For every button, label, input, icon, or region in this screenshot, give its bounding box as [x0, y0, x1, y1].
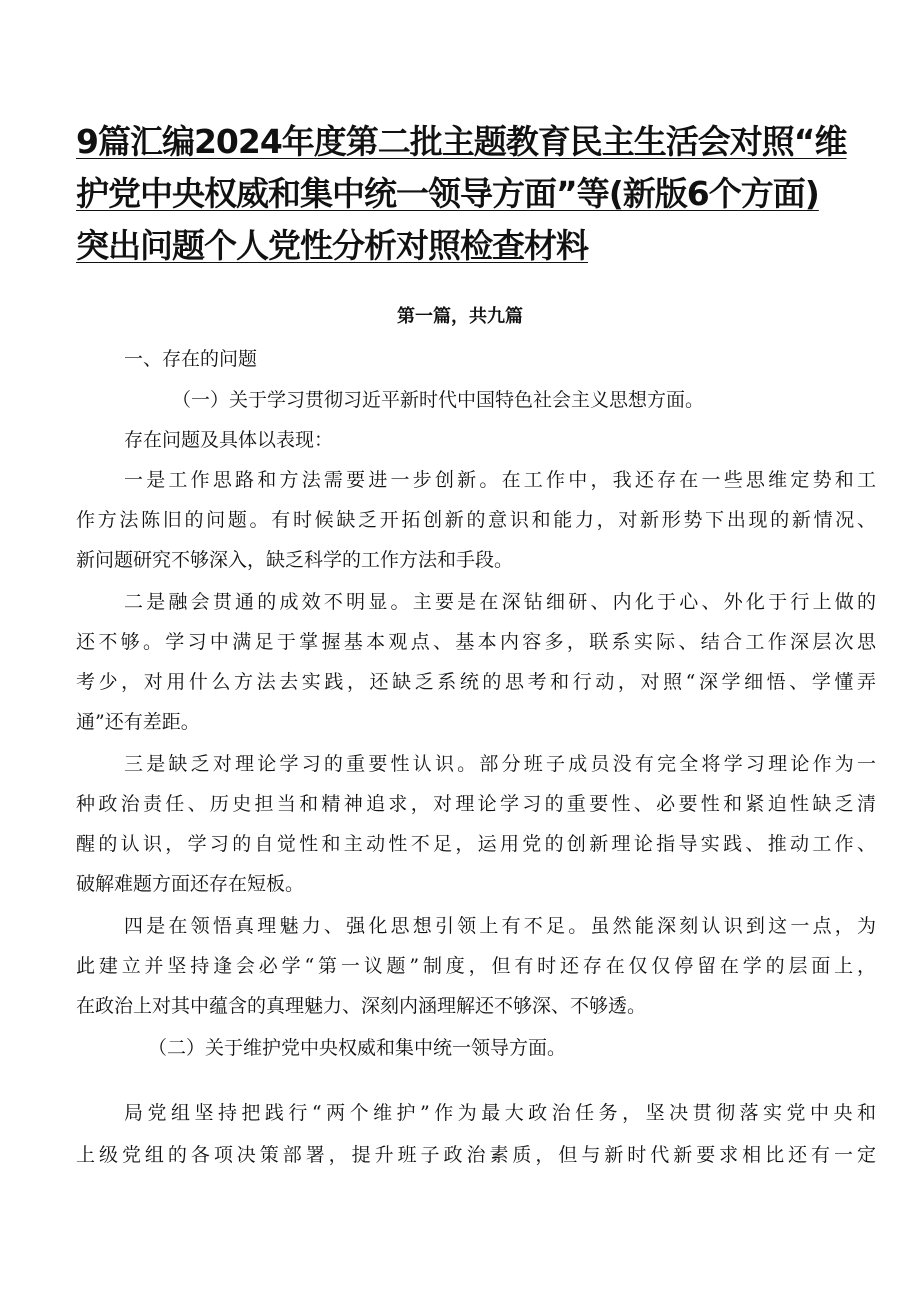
paragraph-2: [76, 582, 876, 742]
paragraph-2-line: 通”还有差距。: [76, 711, 200, 733]
paragraph-4-line: 四是在领悟真理魅力、强化思想引领上有不足。虽然能深刻认识到这一点，为: [124, 915, 876, 937]
paragraph-5: [76, 1092, 876, 1176]
paragraph-5-line: 局党组坚持把践行“两个维护”作为最大政治任务，坚决贯彻落实党中央和: [124, 1102, 876, 1124]
paragraph-3-line: 种政治责任、历史担当和精神追求，对理论学习的重要性、必要性和紧迫性缺乏清: [76, 793, 876, 815]
paragraph-1: [76, 460, 876, 580]
document-title: [76, 116, 876, 272]
paragraph-1-line: 新问题研究不够深入，缺乏科学的工作方法和手段。: [76, 549, 514, 571]
paragraph-3-line: 三是缺乏对理论学习的重要性认识。部分班子成员没有完全将学习理论作为一: [124, 753, 876, 775]
paragraph-4-line: 此建立并坚持逢会必学“第一议题”制度，但有时还存在仅仅停留在学的层面上，: [76, 955, 876, 977]
paragraph-3-line: 醒的认识，学习的自觉性和主动性不足，运用党的创新理论指导实践、推动工作、: [76, 833, 876, 855]
paragraph-2-line: 还不够。学习中满足于掌握基本观点、基本内容多，联系实际、结合工作深层次思: [76, 631, 876, 653]
problems-intro: [76, 420, 876, 460]
subsection-heading-1-text: （一）关于学习贯彻习近平新时代中国特色社会主义思想方面。: [172, 389, 705, 411]
title-line-2: 护党中央权威和集中统一领导方面”等(新版6个方面): [76, 174, 819, 213]
title-line-1: 9篇汇编2024年度第二批主题教育民主生活会对照“维: [76, 122, 847, 161]
paragraph-4: [76, 906, 876, 1026]
document-subtitle: 第一篇，共九篇: [397, 306, 523, 327]
problems-intro-text: 存在问题及具体以表现：: [124, 429, 334, 451]
subsection-heading-2-text: （二）关于维护党中央权威和集中统一领导方面。: [148, 1037, 567, 1059]
paragraph-5-line: 上级党组的各项决策部署，提升班子政治素质，但与新时代新要求相比还有一定: [76, 1144, 876, 1166]
title-line-3: 突出问题个人党性分析对照检查材料: [76, 226, 588, 265]
paragraph-4-line: 在政治上对其中蕴含的真理魅力、深刻内涵理解还不够深、不够透。: [76, 995, 647, 1017]
paragraph-1-line: 作方法陈旧的问题。有时候缺乏开拓创新的意识和能力，对新形势下出现的新情况、: [76, 509, 876, 531]
paragraph-2-line: 考少，对用什么方法去实践，还缺乏系统的思考和行动，对照“深学细悟、学懂弄: [76, 671, 876, 693]
section-heading-problems: 一、存在的问题: [124, 348, 258, 370]
subsection-heading-2: [76, 1028, 876, 1068]
paragraph-3-line: 破解难题方面还存在短板。: [76, 873, 305, 895]
paragraph-3: [76, 744, 876, 904]
paragraph-2-line: 二是融会贯通的成效不明显。主要是在深钻细研、内化于心、外化于行上做的: [124, 591, 876, 613]
subsection-heading-1: [76, 380, 876, 420]
paragraph-1-line: 一是工作思路和方法需要进一步创新。在工作中，我还存在一些思维定势和工: [124, 469, 876, 491]
